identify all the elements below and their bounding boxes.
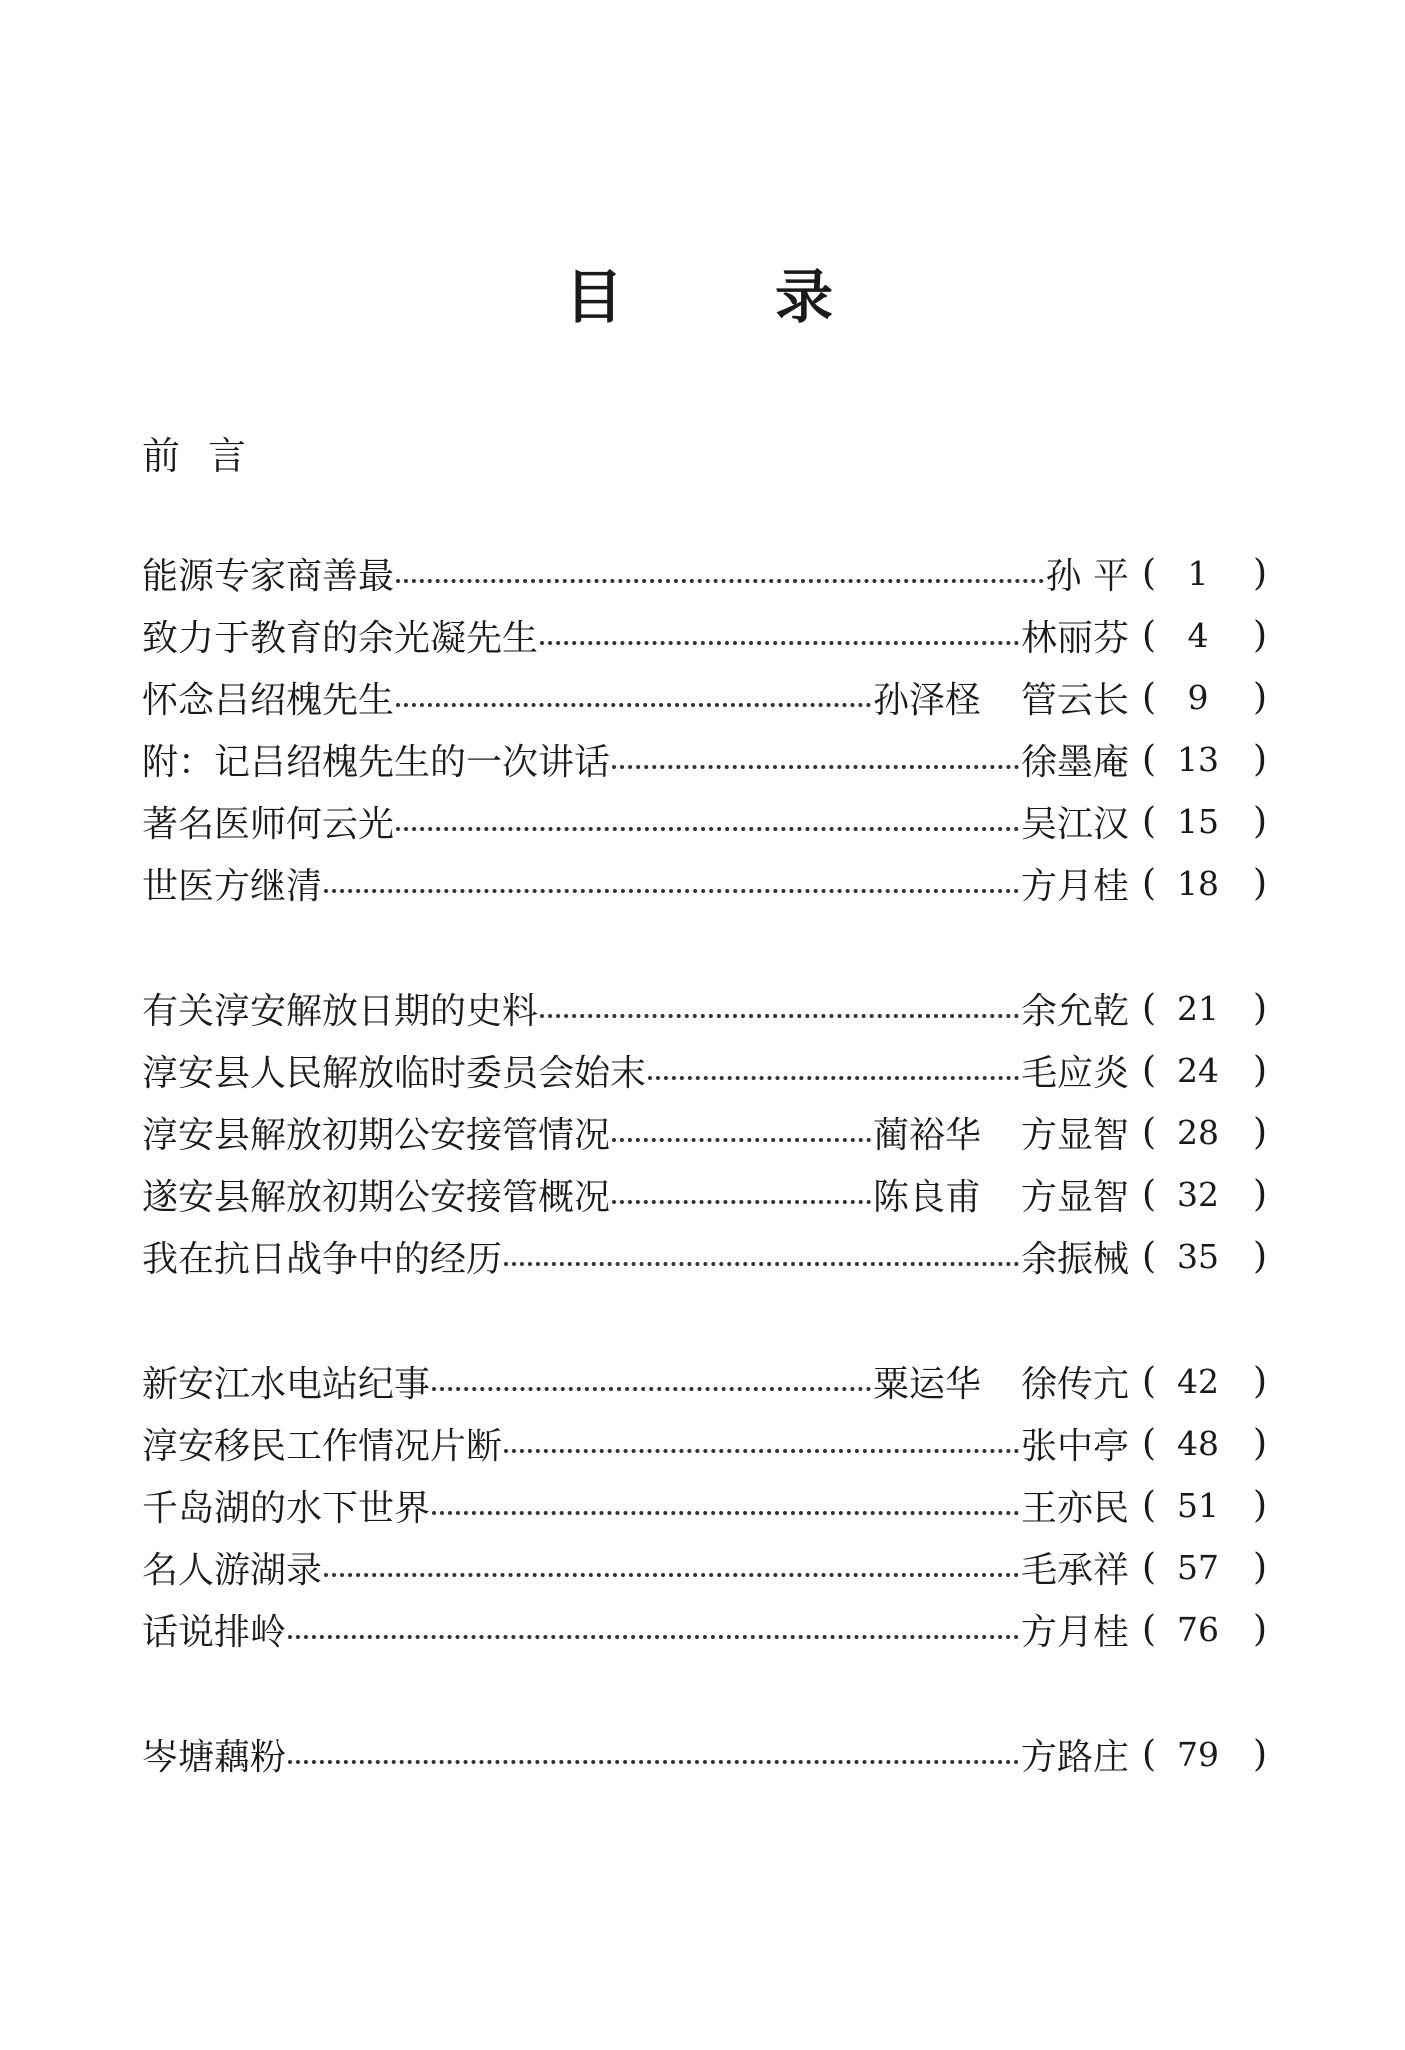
open-paren: ( <box>1141 1049 1157 1091</box>
entry-page-number: 1 <box>1187 553 1209 593</box>
toc-entry[interactable] <box>142 1042 1267 1098</box>
entry-author: 余允乾 <box>1020 990 1129 1032</box>
close-paren: ) <box>1252 1049 1267 1091</box>
entry-title: 世医方继清 <box>142 865 323 907</box>
entry-title: 遂安县解放初期公安接管概况 <box>142 1176 611 1218</box>
entry-title: 有关淳安解放日期的史料 <box>142 990 539 1032</box>
toc-entry[interactable] <box>142 1726 1267 1782</box>
entry-coauthor: 蔺裕华 <box>872 1114 981 1156</box>
entry-page-number: 4 <box>1187 615 1209 655</box>
open-paren: ( <box>1141 614 1157 656</box>
entry-title: 著名医师何云光 <box>142 803 395 845</box>
close-paren: ) <box>1252 987 1267 1029</box>
leader-dots <box>324 889 1019 893</box>
toc-entry[interactable] <box>142 1228 1267 1284</box>
close-paren: ) <box>1252 1360 1267 1402</box>
entry-title: 能源专家商善最 <box>142 555 395 597</box>
toc-entry[interactable] <box>142 731 1267 787</box>
entry-title: 我在抗日战争中的经历 <box>142 1238 503 1280</box>
entry-coauthor: 陈良甫 <box>872 1176 981 1218</box>
entry-author: 吴江汉 <box>1020 803 1129 845</box>
entry-coauthor: 粟运华 <box>872 1363 981 1405</box>
close-paren: ) <box>1252 738 1267 780</box>
entry-page-number: 9 <box>1187 677 1209 717</box>
entry-page-number: 32 <box>1177 1174 1219 1214</box>
entry-page-number: 35 <box>1177 1236 1219 1276</box>
toc-entry[interactable] <box>142 855 1267 911</box>
leader-dots <box>288 1635 1019 1639</box>
open-paren: ( <box>1141 862 1157 904</box>
entry-author: 张中亭 <box>1020 1425 1129 1467</box>
entry-author: 徐墨庵 <box>1020 741 1129 783</box>
entry-title: 淳安移民工作情况片断 <box>142 1425 503 1467</box>
toc-entry[interactable] <box>142 607 1267 663</box>
close-paren: ) <box>1252 862 1267 904</box>
toc-entry[interactable] <box>142 1601 1267 1657</box>
toc-entry[interactable] <box>142 980 1267 1036</box>
open-paren: ( <box>1141 1111 1157 1153</box>
open-paren: ( <box>1141 676 1157 718</box>
toc-entry[interactable] <box>142 1539 1267 1595</box>
entry-title: 话说排岭 <box>142 1611 287 1653</box>
close-paren: ) <box>1252 676 1267 718</box>
entry-page-number: 18 <box>1177 863 1219 903</box>
close-paren: ) <box>1252 614 1267 656</box>
leader-dots <box>612 1138 871 1142</box>
leader-dots <box>612 1200 871 1204</box>
entry-title: 怀念吕绍槐先生 <box>142 679 395 721</box>
open-paren: ( <box>1141 1173 1157 1215</box>
entry-author: 余振械 <box>1020 1238 1129 1280</box>
leader-dots <box>648 1076 1019 1080</box>
close-paren: ) <box>1252 1235 1267 1277</box>
entry-title: 致力于教育的余光凝先生 <box>142 617 539 659</box>
toc-entry[interactable] <box>142 1104 1267 1160</box>
entry-page-number: 15 <box>1177 801 1219 841</box>
leader-dots <box>504 1262 1019 1266</box>
entry-title: 岑塘藕粉 <box>142 1736 287 1778</box>
entry-author: 孙 平 <box>1045 555 1129 597</box>
entry-page-number: 24 <box>1177 1050 1219 1090</box>
open-paren: ( <box>1141 1422 1157 1464</box>
toc-entry[interactable] <box>142 1477 1267 1533</box>
entry-page-number: 57 <box>1177 1547 1219 1587</box>
entry-title: 淳安县人民解放临时委员会始末 <box>142 1052 647 1094</box>
close-paren: ) <box>1252 1173 1267 1215</box>
close-paren: ) <box>1252 1608 1267 1650</box>
entry-title: 千岛湖的水下世界 <box>142 1487 431 1529</box>
entry-page-number: 51 <box>1177 1485 1219 1525</box>
close-paren: ) <box>1252 1422 1267 1464</box>
entry-title: 名人游湖录 <box>142 1549 323 1591</box>
entry-author: 方路庄 <box>1020 1736 1129 1778</box>
open-paren: ( <box>1141 552 1157 594</box>
title-char-1: 目 <box>565 263 624 331</box>
entry-page-number: 42 <box>1177 1361 1219 1401</box>
title-char-2: 录 <box>775 263 834 331</box>
entry-author: 方月桂 <box>1020 1611 1129 1653</box>
close-paren: ) <box>1252 1546 1267 1588</box>
entry-author: 王亦民 <box>1020 1487 1129 1529</box>
entry-page-number: 48 <box>1177 1423 1219 1463</box>
entry-page-number: 79 <box>1177 1734 1219 1774</box>
entry-title: 附：记吕绍槐先生的一次讲话 <box>142 741 611 783</box>
entry-page-number: 28 <box>1177 1112 1219 1152</box>
entry-page-number: 13 <box>1177 739 1219 779</box>
toc-entry[interactable] <box>142 1166 1267 1222</box>
open-paren: ( <box>1141 1733 1157 1775</box>
entry-page-number: 21 <box>1177 988 1219 1028</box>
open-paren: ( <box>1141 1608 1157 1650</box>
entry-coauthor: 孙泽柽 <box>872 679 981 721</box>
leader-dots <box>288 1760 1019 1764</box>
open-paren: ( <box>1141 1546 1157 1588</box>
preface-heading: 前言 <box>142 434 275 478</box>
entry-title: 淳安县解放初期公安接管情况 <box>142 1114 611 1156</box>
toc-entry[interactable] <box>142 1415 1267 1471</box>
entry-author: 毛应炎 <box>1020 1052 1129 1094</box>
open-paren: ( <box>1141 1484 1157 1526</box>
entry-author: 毛承祥 <box>1020 1549 1129 1591</box>
open-paren: ( <box>1141 738 1157 780</box>
toc-entry[interactable] <box>142 793 1267 849</box>
leader-dots <box>432 1511 1019 1515</box>
entry-author: 林丽芬 <box>1020 617 1129 659</box>
close-paren: ) <box>1252 1111 1267 1153</box>
open-paren: ( <box>1141 987 1157 1029</box>
entry-page-number: 76 <box>1177 1609 1219 1649</box>
leader-dots <box>432 1387 871 1391</box>
entry-author: 方显智 <box>1020 1176 1129 1218</box>
leader-dots <box>540 1014 1019 1018</box>
leader-dots <box>396 827 1019 831</box>
open-paren: ( <box>1141 1360 1157 1402</box>
toc-entry[interactable] <box>142 669 1267 725</box>
leader-dots <box>504 1449 1019 1453</box>
open-paren: ( <box>1141 800 1157 842</box>
entry-author: 方月桂 <box>1020 865 1129 907</box>
toc-entry[interactable] <box>142 1353 1267 1409</box>
leader-dots <box>396 579 1044 583</box>
open-paren: ( <box>1141 1235 1157 1277</box>
leader-dots <box>540 641 1019 645</box>
close-paren: ) <box>1252 1484 1267 1526</box>
entry-author: 管云长 <box>1020 679 1129 721</box>
entry-author: 徐传亢 <box>1020 1363 1129 1405</box>
toc-entry[interactable] <box>142 545 1267 601</box>
leader-dots <box>612 765 1019 769</box>
leader-dots <box>396 703 871 707</box>
leader-dots <box>324 1573 1019 1577</box>
entry-title: 新安江水电站纪事 <box>142 1363 431 1405</box>
close-paren: ) <box>1252 800 1267 842</box>
close-paren: ) <box>1252 552 1267 594</box>
entry-author: 方显智 <box>1020 1114 1129 1156</box>
close-paren: ) <box>1252 1733 1267 1775</box>
